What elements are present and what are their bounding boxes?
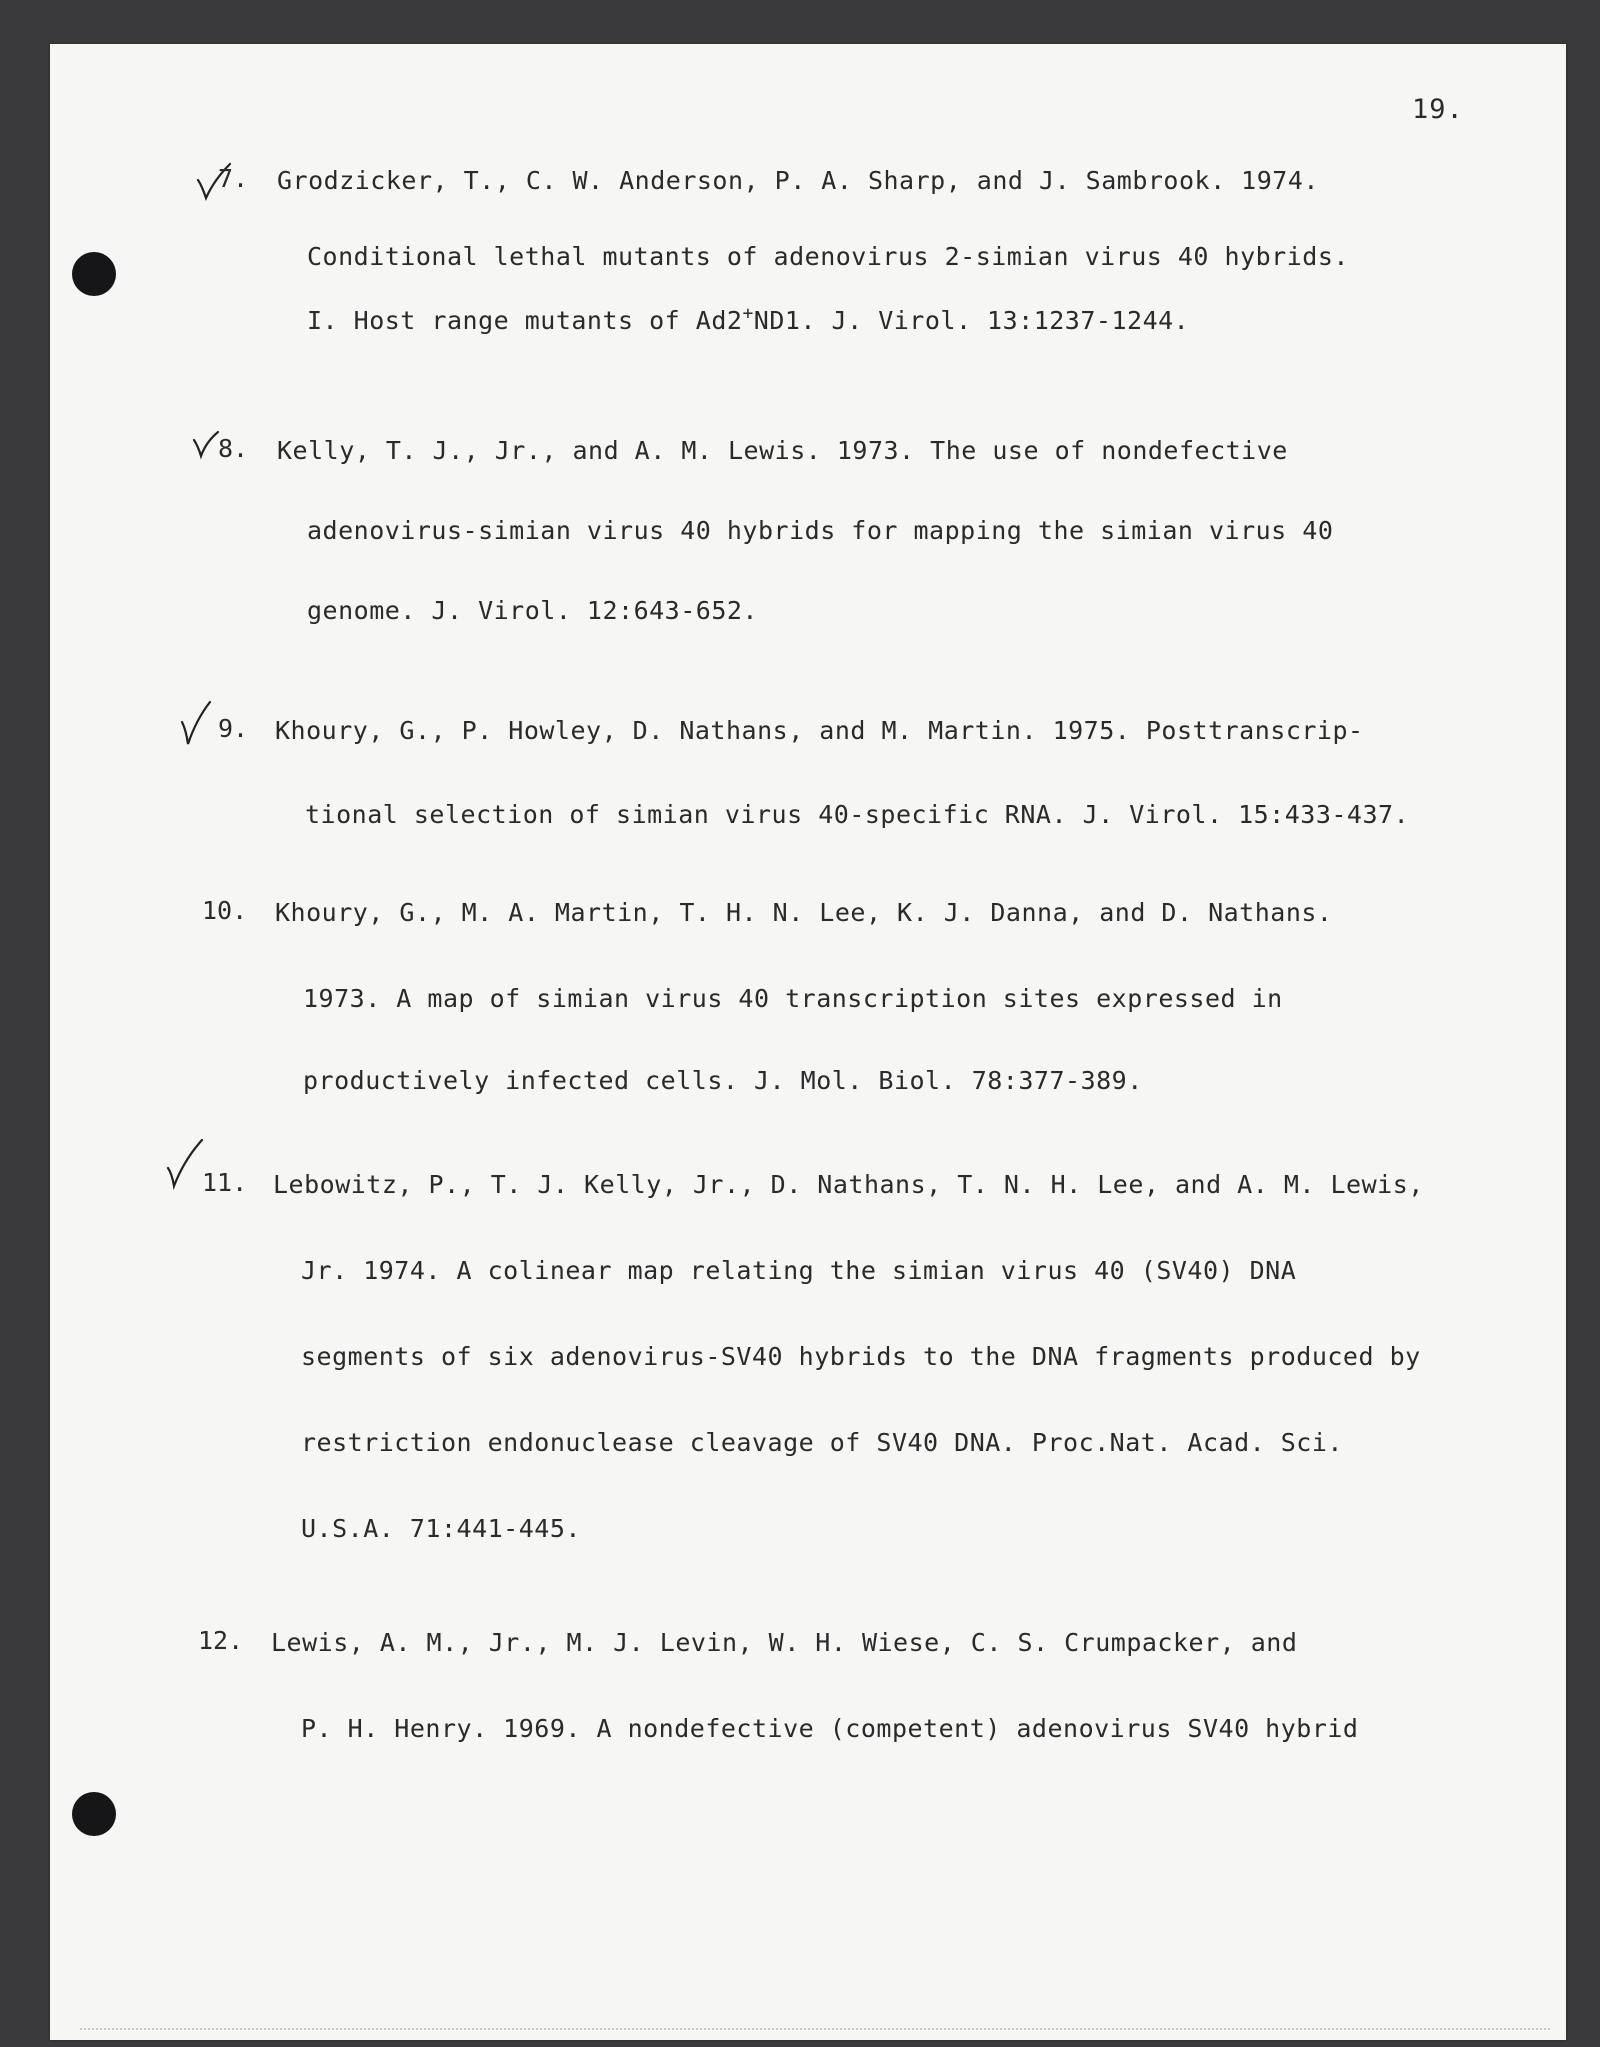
reference-11-line-3: segments of six adenovirus-SV40 hybrids to the DNA fragments produced by	[301, 1342, 1421, 1371]
reference-12-line-2: P. H. Henry. 1969. A nondefective (competent) adenovirus SV40 hybrid	[301, 1714, 1359, 1743]
reference-7-line-2: Conditional lethal mutants of adenovirus 2-simian virus 40 hybrids.	[307, 242, 1349, 271]
reference-11-line-1: Lebowitz, P., T. J. Kelly, Jr., D. Nathans, T. N. H. Lee, and A. M. Lewis,	[273, 1170, 1424, 1199]
reference-7-line-3-end: ND1. J. Virol. 13:1237-1244.	[753, 306, 1190, 335]
punch-hole-bottom	[72, 1792, 116, 1836]
page-number: 19.	[1412, 94, 1464, 125]
reference-number-10: 10.	[202, 896, 248, 925]
reference-11-line-5: U.S.A. 71:441-445.	[301, 1514, 581, 1543]
reference-12-line-1: Lewis, A. M., Jr., M. J. Levin, W. H. Wiese, C. S. Crumpacker, and	[271, 1628, 1298, 1657]
reference-7-line-1: Grodzicker, T., C. W. Anderson, P. A. Sharp, and J. Sambrook. 1974.	[277, 166, 1319, 195]
reference-9-line-2: tional selection of simian virus 40-specific RNA. J. Virol. 15:433-437.	[305, 800, 1410, 829]
document-page	[50, 44, 1566, 2040]
punch-hole-top	[72, 252, 116, 296]
reference-7-line-3	[307, 303, 1190, 336]
superscript-plus: +	[742, 303, 754, 324]
reference-11-line-2: Jr. 1974. A colinear map relating the simian virus 40 (SV40) DNA	[301, 1256, 1297, 1285]
reference-10-line-2: 1973. A map of simian virus 40 transcription sites expressed in	[303, 984, 1283, 1013]
reference-number-9: 9.	[218, 714, 249, 743]
handwritten-check-icon	[192, 430, 220, 460]
reference-number-12: 12.	[198, 1626, 244, 1655]
reference-9-line-1: Khoury, G., P. Howley, D. Nathans, and M. Martin. 1975. Posttranscrip-	[275, 716, 1364, 745]
reference-number-7: 7.	[218, 164, 249, 193]
reference-8-line-3: genome. J. Virol. 12:643-652.	[307, 596, 758, 625]
reference-7-line-3-start: I. Host range mutants of Ad2	[307, 306, 743, 335]
reference-number-11: 11.	[202, 1168, 248, 1197]
reference-8-line-2: adenovirus-simian virus 40 hybrids for mapping the simian virus 40	[307, 516, 1334, 545]
page-edge-divider	[80, 2028, 1550, 2032]
reference-11-line-4: restriction endonuclease cleavage of SV40 DNA. Proc.Nat. Acad. Sci.	[301, 1428, 1343, 1457]
handwritten-check-icon	[178, 700, 214, 748]
reference-number-8: 8.	[218, 434, 249, 463]
reference-10-line-3: productively infected cells. J. Mol. Biol. 78:377-389.	[303, 1066, 1143, 1095]
handwritten-check-icon	[166, 1138, 206, 1190]
reference-10-line-1: Khoury, G., M. A. Martin, T. H. N. Lee, K. J. Danna, and D. Nathans.	[275, 898, 1333, 927]
reference-8-line-1: Kelly, T. J., Jr., and A. M. Lewis. 1973. The use of nondefective	[277, 436, 1288, 465]
